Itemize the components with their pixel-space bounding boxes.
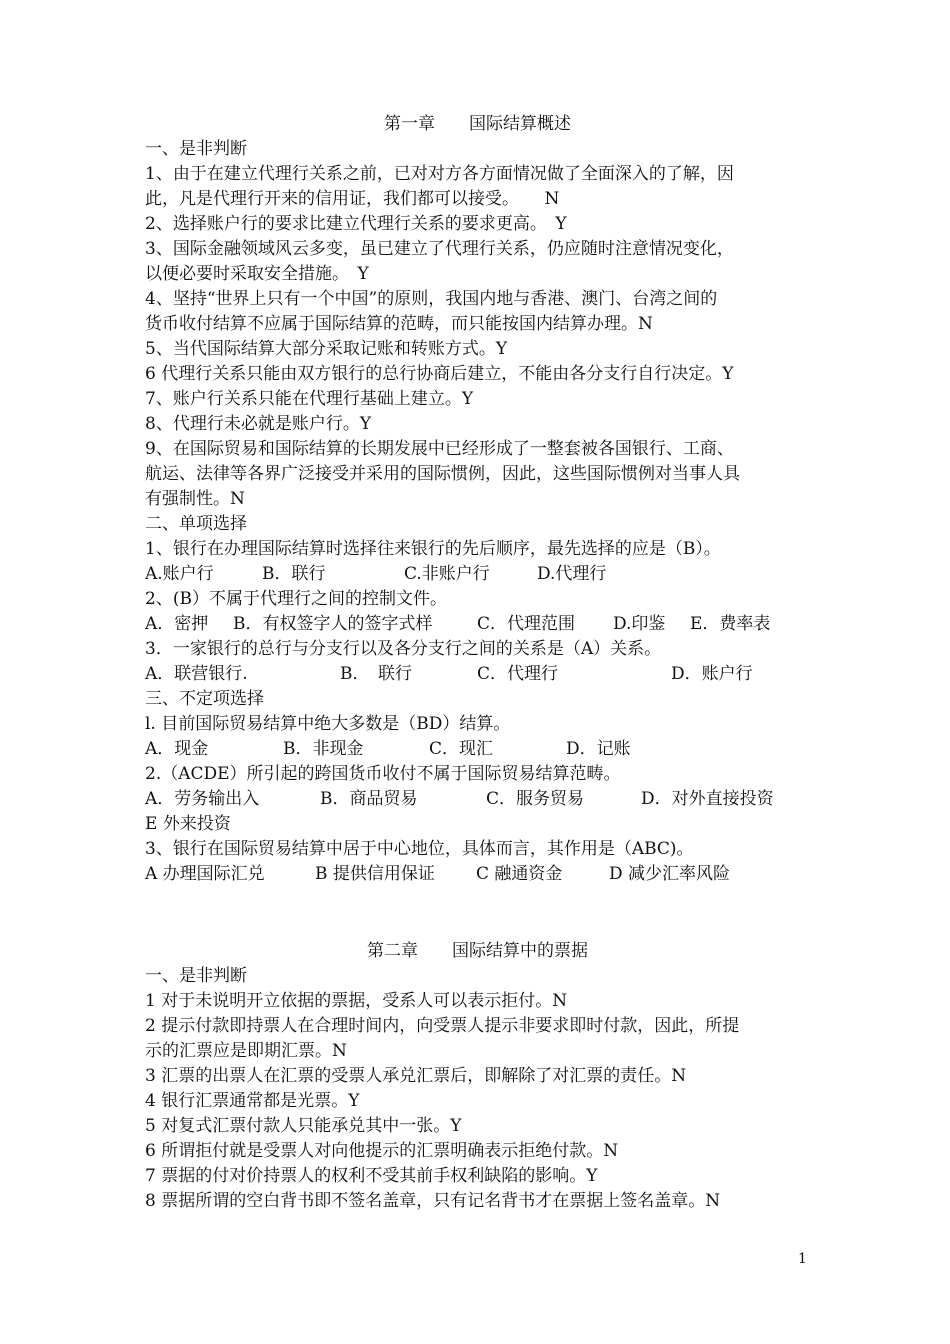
question-2-3-options <box>145 662 810 687</box>
option: D．对外直接投资 <box>641 789 774 809</box>
text-line: 8 票据所谓的空白背书即不签名盖章，只有记名背书才在票据上签名盖章。N <box>145 1191 721 1211</box>
option: B．非现金 <box>283 739 364 759</box>
option: A．劳务输出入 <box>145 789 260 809</box>
page-number: 1 <box>798 1251 807 1267</box>
text-line: 7、账户行关系只能在代理行基础上建立。Y <box>145 389 474 409</box>
question-3-2-options <box>145 787 810 812</box>
text-line: 7 票据的付对价持票人的权利不受其前手权利缺陷的影响。Y <box>145 1166 598 1186</box>
question-3-1-options <box>145 737 810 762</box>
chapter1-section1-heading: 一、是非判断 <box>145 139 247 159</box>
text-line: 有强制性。N <box>145 489 245 509</box>
text-line: 4、坚持“世界上只有一个中国”的原则，我国内地与香港、澳门、台湾之间的 <box>145 289 718 309</box>
question-3-3-options <box>145 862 810 887</box>
option: D.印鉴 <box>613 614 666 634</box>
document-body <box>145 112 810 1214</box>
option: E．费率表 <box>690 614 771 634</box>
text-line: 4 银行汇票通常都是光票。Y <box>145 1091 360 1111</box>
text-line: 3、国际金融领域风云多变，虽已建立了代理行关系，仍应随时注意情况变化， <box>145 239 734 259</box>
text-line: 8、代理行未必就是账户行。Y <box>145 414 372 434</box>
question-2-2: 2、(B）不属于代理行之间的控制文件。 <box>145 589 447 609</box>
option: C．代理行 <box>477 664 559 684</box>
text-line: 货币收付结算不应属于国际结算的范畴，而只能按国内结算办理。N <box>145 314 653 334</box>
option: A 办理国际汇兑 <box>145 864 265 884</box>
option: B 提供信用保证 <box>315 864 435 884</box>
text-line: 5 对复式汇票付款人只能承兑其中一张。Y <box>145 1116 462 1136</box>
text-line: 9、在国际贸易和国际结算的长期发展中已经形成了一整套被各国银行、工商、 <box>145 439 734 459</box>
text-line: 3 汇票的出票人在汇票的受票人承兑汇票后，即解除了对汇票的责任。N <box>145 1066 687 1086</box>
question-3-3: 3、银行在国际贸易结算中居于中心地位，具体而言，其作用是（ABC)。 <box>145 839 694 859</box>
text-line: 6 代理行关系只能由双方银行的总行协商后建立，不能由各分支行自行决定。Y <box>145 364 734 384</box>
chapter2-judgement-list <box>145 989 810 1214</box>
option: C 融通资金 <box>476 864 563 884</box>
option: B．有权签字人的签字式样 <box>233 614 433 634</box>
option: C.非账户行 <box>404 564 490 584</box>
text-line: 1、由于在建立代理行关系之前，已对对方各方面情况做了全面深入的了解，因 <box>145 164 734 184</box>
text-line: 示的汇票应是即期汇票。N <box>145 1041 347 1061</box>
question-3-2: 2.（ACDE）所引起的跨国货币收付不属于国际贸易结算范畴。 <box>145 764 621 784</box>
question-2-1: 1、银行在办理国际结算时选择往来银行的先后顺序，最先选择的应是（B）。 <box>145 539 721 559</box>
option: A.账户行 <box>145 564 214 584</box>
text-line: 1 对于未说明开立依据的票据，受系人可以表示拒付。N <box>145 991 568 1011</box>
option: D．记账 <box>566 739 631 759</box>
chapter1-section3-heading: 三、不定项选择 <box>145 689 264 709</box>
option: D.代理行 <box>537 564 607 584</box>
option: A．密押 <box>145 614 209 634</box>
chapter2-section1-heading: 一、是非判断 <box>145 966 247 986</box>
question-2-3: 3．一家银行的总行与分支行以及各分支行之间的关系是（A）关系。 <box>145 639 662 659</box>
option: B．联行 <box>262 564 326 584</box>
question-2-2-options <box>145 612 810 637</box>
text-line: 2、选择账户行的要求比建立代理行关系的要求更高。 Y <box>145 214 567 234</box>
text-line: 此，凡是代理行开来的信用证，我们都可以接受。 N <box>145 189 560 209</box>
question-3-1: l. 目前国际贸易结算中绝大多数是（BD）结算。 <box>145 714 511 734</box>
option: A．现金 <box>145 739 209 759</box>
chapter-gap <box>145 887 810 939</box>
option: C．代理范围 <box>477 614 576 634</box>
option: B．商品贸易 <box>320 789 418 809</box>
option: D 减少汇率风险 <box>609 864 731 884</box>
text-line: 以便必要时采取安全措施。 Y <box>145 264 369 284</box>
question-3-2-extra-option: E 外来投资 <box>145 814 231 834</box>
text-line: 航运、法律等各界广泛接受并采用的国际惯例，因此，这些国际惯例对当事人具 <box>145 464 740 484</box>
option: C．现汇 <box>429 739 494 759</box>
option: D．账户行 <box>671 664 753 684</box>
text-line: 5、当代国际结算大部分采取记账和转账方式。Y <box>145 339 508 359</box>
chapter2-title: 第二章 国际结算中的票据 <box>367 941 588 961</box>
option: A．联营银行. <box>145 664 248 684</box>
chapter1-title: 第一章 国际结算概述 <box>384 114 571 134</box>
chapter1-judgement-list <box>145 162 810 512</box>
chapter1-section2-heading: 二、单项选择 <box>145 514 247 534</box>
text-line: 6 所谓拒付就是受票人对向他提示的汇票明确表示拒绝付款。N <box>145 1141 619 1161</box>
text-line: 2 提示付款即持票人在合理时间内，向受票人提示非要求即时付款，因此，所提 <box>145 1016 740 1036</box>
option: B． 联行 <box>340 664 412 684</box>
option: C．服务贸易 <box>486 789 585 809</box>
question-2-1-options <box>145 562 810 587</box>
